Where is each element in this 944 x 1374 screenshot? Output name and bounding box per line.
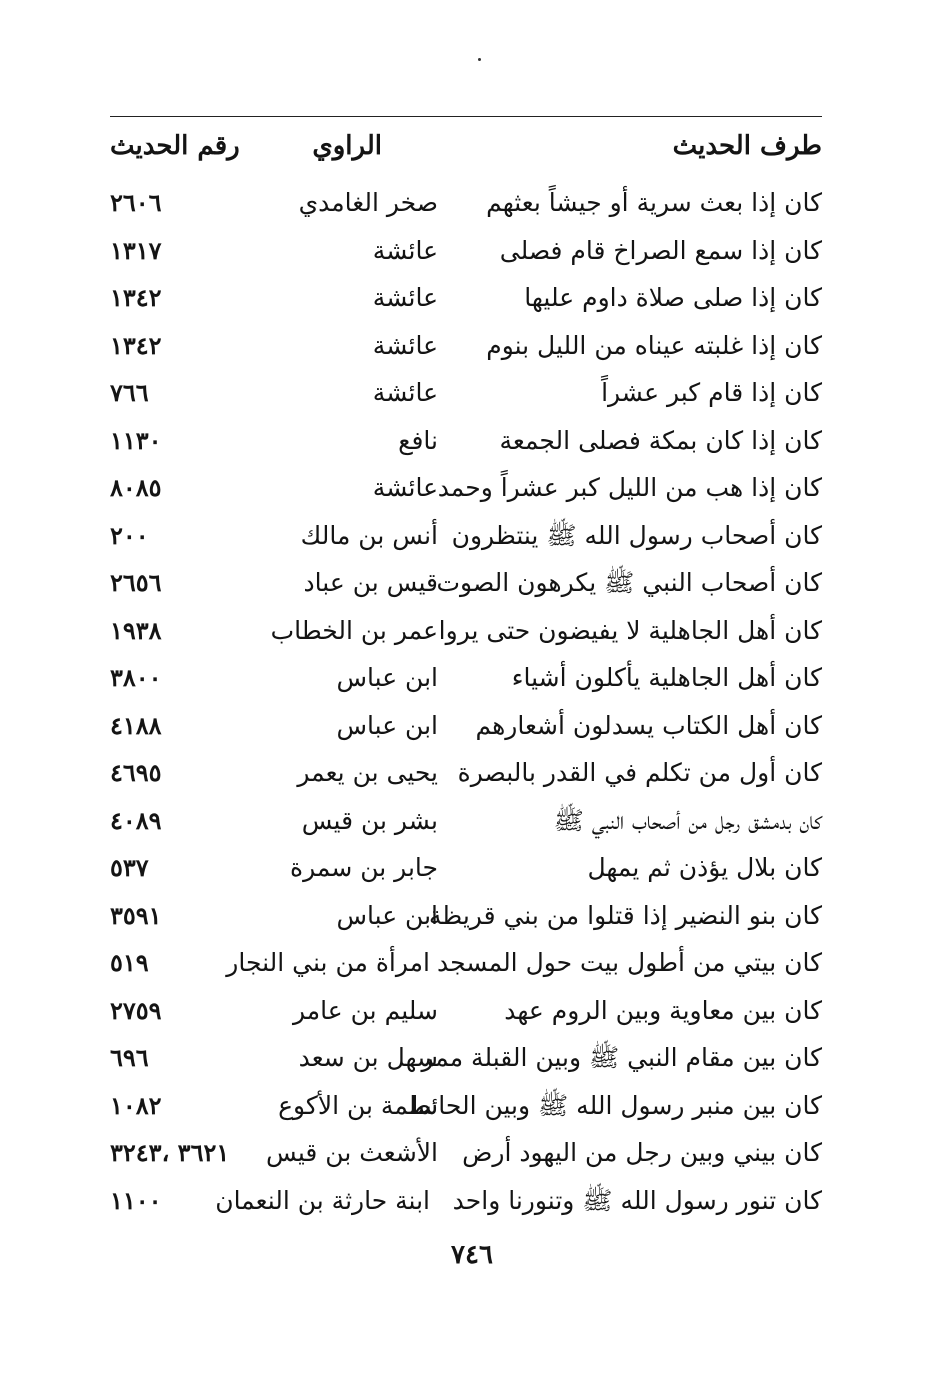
hadith-number: ١١٣٠ [110, 425, 162, 455]
hadith-text: كان إذا قام كبر عشراً [601, 378, 822, 407]
narrator-name: نافع [398, 425, 438, 455]
narrator-name: سليم بن عامر [292, 995, 438, 1025]
hadith-number: ٢٦٠٦ [110, 188, 162, 217]
narrator-name: قيس بن عباد [303, 568, 438, 597]
hadith-text: كان إذا بعث سرية أو جيشاً بعثهم [486, 188, 822, 217]
index-table [110, 116, 822, 1224]
hadith-number: ٢٧٥٩ [110, 995, 162, 1025]
narrator-name: سهل بن سعد [298, 1043, 438, 1072]
hadith-number: ٣٥٩١ [110, 900, 162, 930]
hadith-text: كان بين منبر رسول الله ﷺ وبين الحائط [407, 1090, 822, 1120]
narrator-name: يحيى بن يعمر [297, 758, 438, 787]
hadith-text: كان بيني وبين رجل من اليهود أرض [462, 1138, 822, 1167]
hadith-text: كان بين معاوية وبين الروم عهد [504, 995, 822, 1025]
table-row [110, 654, 822, 702]
page-number: ٧٤٦ [451, 1240, 493, 1270]
hadith-text: كان بنو النضير إذا قتلوا من بني قريظة [428, 900, 822, 930]
table-row [110, 987, 822, 1035]
table-row [110, 227, 822, 275]
narrator-name: عائشة [372, 330, 438, 360]
narrator-name: عمر بن الخطاب [270, 615, 438, 645]
table-row [110, 1177, 822, 1225]
hadith-number: ٥١٩ [110, 948, 149, 977]
hadith-number: ٥٣٧ [110, 853, 149, 882]
narrator-name: ابنة حارثة بن النعمان [215, 1185, 430, 1215]
hadith-text: كان إذا صلى صلاة داوم عليها [524, 283, 822, 312]
table-row [110, 1082, 822, 1130]
hadith-text: كان بدمشق رجل من أصحاب النبي ﷺ [553, 805, 822, 835]
narrator-name: عائشة [372, 283, 438, 312]
hadith-number: ٣٨٠٠ [110, 663, 162, 692]
header-number: رقم الحديث [110, 131, 240, 161]
table-row [110, 749, 822, 797]
narrator-name: بشر بن قيس [301, 805, 438, 835]
table-row [110, 179, 822, 227]
hadith-text: كان أهل الكتاب يسدلون أشعارهم [475, 710, 822, 740]
hadith-number: ١٣٤٢ [110, 330, 162, 360]
narrator-name: ابن عباس [336, 900, 438, 930]
table-row [110, 512, 822, 560]
narrator-name: عائشة [372, 378, 438, 407]
hadith-number: ٤٠٨٩ [110, 805, 162, 835]
hadith-number: ٤٦٩٥ [110, 758, 162, 787]
hadith-number: ٣٦٢١ ،٣٢٤٣ [110, 1138, 230, 1167]
header-hadith: طرف الحديث [672, 131, 822, 161]
hadith-number: ٧٦٦ [110, 378, 149, 407]
hadith-text: كان تنور رسول الله ﷺ وتنورنا واحد [452, 1185, 822, 1215]
table-header [110, 121, 822, 179]
hadith-number: ٦٩٦ [110, 1043, 149, 1072]
hadith-text: كان إذا كان بمكة فصلى الجمعة [499, 425, 822, 455]
narrator-name: أنس بن مالك [300, 520, 438, 550]
page-mark [478, 58, 481, 61]
hadith-number: ٨٠٨٥ [110, 473, 162, 502]
table-row [110, 464, 822, 512]
hadith-text: كان بلال يؤذن ثم يمهل [587, 853, 822, 882]
narrator-name: امرأة من بني النجار [226, 948, 430, 977]
hadith-text: كان أهل الجاهلية يأكلون أشياء [511, 663, 822, 692]
hadith-number: ٤١٨٨ [110, 710, 162, 740]
hadith-text: كان بيتي من أطول بيت حول المسجد [437, 948, 822, 977]
hadith-text: كان إذا غلبته عيناه من الليل بنوم [486, 330, 822, 360]
hadith-number: ١٩٣٨ [110, 615, 162, 645]
table-row [110, 892, 822, 940]
narrator-name: ابن عباس [336, 710, 438, 740]
hadith-number: ١٠٨٢ [110, 1090, 162, 1120]
header-narrator: الراوي [312, 131, 382, 161]
narrator-name: سلمة بن الأكوع [278, 1090, 438, 1120]
hadith-text: كان أهل الجاهلية لا يفيضون حتى يروا [438, 615, 822, 645]
table-row [110, 939, 822, 987]
table-row [110, 322, 822, 370]
hadith-text: كان أصحاب النبي ﷺ يكرهون الصوت [436, 568, 822, 597]
table-row [110, 607, 822, 655]
top-rule [110, 116, 822, 117]
table-row [110, 559, 822, 607]
hadith-text: كان بين مقام النبي ﷺ وبين القبلة ممر [421, 1043, 822, 1072]
hadith-number: ١٣٤٢ [110, 283, 162, 312]
table-row [110, 844, 822, 892]
narrator-name: عائشة [372, 235, 438, 265]
narrator-name: ابن عباس [336, 663, 438, 692]
narrator-name: صخر الغامدي [298, 188, 438, 217]
table-row [110, 369, 822, 417]
narrator-name: عائشة [372, 473, 438, 502]
table-row [110, 274, 822, 322]
hadith-text: كان إذا سمع الصراخ قام فصلى [499, 235, 822, 265]
hadith-number: ٢٠٠ [110, 520, 149, 550]
table-row [110, 702, 822, 750]
hadith-text: كان إذا هب من الليل كبر عشراً وحمد [437, 473, 822, 502]
narrator-name: جابر بن سمرة [290, 853, 438, 882]
hadith-number: ١١٠٠ [110, 1185, 162, 1215]
hadith-text: كان أول من تكلم في القدر بالبصرة [457, 758, 822, 787]
table-row [110, 1034, 822, 1082]
table-row [110, 417, 822, 465]
narrator-name: الأشعث بن قيس [265, 1138, 438, 1167]
hadith-number: ٢٦٥٦ [110, 568, 162, 597]
hadith-number: ١٣١٧ [110, 235, 162, 265]
table-row [110, 797, 822, 845]
hadith-text: كان أصحاب رسول الله ﷺ ينتظرون [451, 520, 822, 550]
table-row [110, 1129, 822, 1177]
